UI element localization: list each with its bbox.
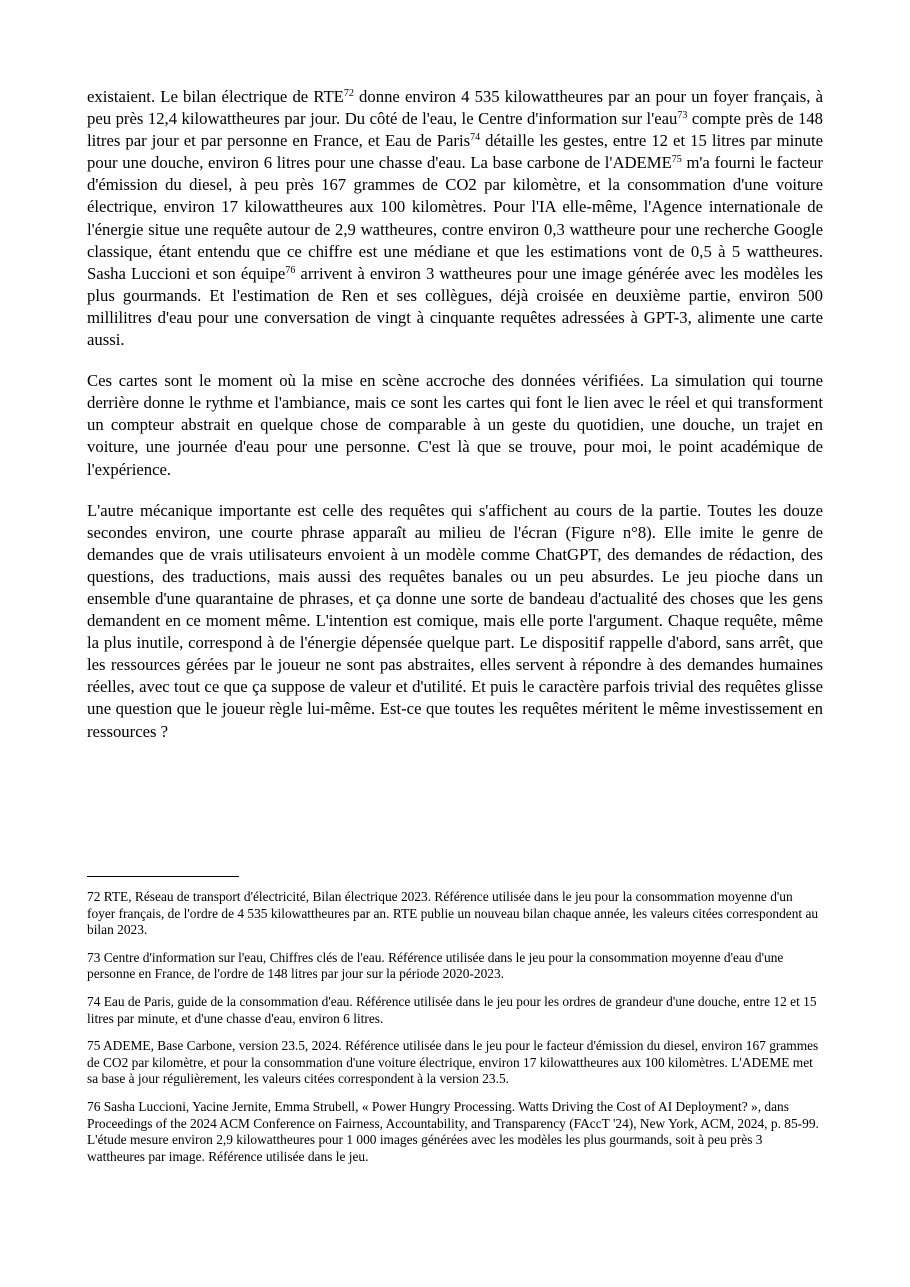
text-run: arrivent à environ 3 wattheures pour une image générée avec les modèles les plus gourmands. Et l'estimation de Ren et ses collègues, déjà croisée en deuxième partie, environ 500 millilitres d'eau pour une conversation de vingt à cinquante requêtes adressées à GPT-3, alimente une carte aussi. — [87, 263, 823, 350]
footnote-ref-76: 76 — [285, 264, 296, 276]
text-run: m'a fourni le facteur d'émission du diesel, à peu près 167 grammes de CO2 par kilomètre, et la consommation d'une voiture électrique, environ 17 kilowattheures aux 100 kilomètres. Pour l'IA elle-même, l'Agence internationale de l'énergie situe une requête autour de 2,9 wattheures, contre environ 0,3 wattheure pour une recherche Google classique, étant entendu que ce chiffre est une médiane et que les estimations vont de 0,5 à 5 wattheures. Sasha Luccioni et son équipe — [87, 153, 823, 283]
footnote-ref-73: 73 — [677, 110, 688, 122]
footnote-76: 76 Sasha Luccioni, Yacine Jernite, Emma Strubell, « Power Hungry Processing. Watts Driving the Cost of AI Deployment? », dans Proceedings of the 2024 ACM Conference on Fairness, Accountability, and Transparency (FAccT '24), New York, ACM, 2024, p. 85-99. L'étude mesure environ 2,9 kilowattheures pour 1 000 images générées avec les modèles les plus gourmands, soit à peu près 3 wattheures par image. Référence utilisée dans le jeu. — [87, 1098, 819, 1164]
footnote-ref-72: 72 — [343, 88, 354, 99]
footnote-separator — [87, 876, 239, 877]
footnote-75: 75 ADEME, Base Carbone, version 23.5, 2024. Référence utilisée dans le jeu pour le facteur d'émission du diesel, environ 167 grammes de CO2 par kilomètre, et pour la consommation d'une voiture électrique, environ 17 kilowattheures aux 100 kilomètres. L'ADEME met sa base à jour régulièrement, les valeurs citées correspondent à la version 23.5. — [87, 1038, 819, 1087]
body-text — [87, 86, 823, 762]
text-run: détaille les gestes, entre 12 et 15 litres par minute pour une douche, environ 6 litres pour une chasse d'eau. La base carbone de l'ADEME — [87, 131, 823, 173]
footnote-ref-74: 74 — [470, 132, 481, 144]
text-run: donne environ 4 535 kilowattheures par an pour un foyer français, à peu près 12,4 kilowattheures par jour. Du côté de l'eau, le Centre d'information sur l'eau — [87, 87, 823, 129]
text-run: existaient. Le bilan électrique de RTE — [87, 87, 344, 106]
body-paragraph-3 — [87, 500, 823, 743]
text-run: compte près de 148 litres par jour et par personne en France, et Eau de Paris — [87, 109, 824, 151]
footnote-72: 72 RTE, Réseau de transport d'électricité, Bilan électrique 2023. Référence utilisée dans le jeu pour la consommation moyenne d'un foyer français, de l'ordre de 4 535 kilowattheures par an. RTE publie un nouveau bilan chaque année, les valeurs citées correspondent au bilan 2023. — [87, 889, 819, 938]
body-paragraph-2 — [87, 370, 823, 480]
body-paragraph-1 — [87, 86, 823, 351]
footnote-74: 74 Eau de Paris, guide de la consommation d'eau. Référence utilisée dans le jeu pour les ordres de grandeur d'une douche, entre 12 et 15 litres par minute, et d'une chasse d'eau, environ 6 litres. — [87, 993, 817, 1026]
text-run: Ces cartes sont le moment où la mise en scène accroche des données vérifiées. La simulation qui tourne derrière donne le rythme et l'ambiance, mais ce sont les cartes qui font le lien avec le réel et qui transforment un compteur abstrait en quelque chose de comparable à un geste du quotidien, une douche, un trajet en voiture, une journée d'eau pour une personne. C'est là que se trouve, pour moi, le point académique de l'expérience. — [87, 371, 823, 479]
text-run: L'autre mécanique importante est celle des requêtes qui s'affichent au cours de la partie. Toutes les douze secondes environ, une courte phrase apparaît au milieu de l'écran (Figure n°8). Elle imite le genre de demandes que de vrais utilisateurs envoient à un modèle comme ChatGPT, des demandes de rédaction, des questions, des traductions, mais aussi des requêtes banales ou un peu absurdes. Le jeu pioche dans un ensemble d'une quarantaine de phrases, et ça donne une sorte de bandeau d'actualité des choses que les gens demandent en ce moment même. L'intention est comique, mais elle porte l'argument. Chaque requête, même la plus inutile, correspond à de l'énergie dépensée quelque part. Le dispositif rappelle d'abord, sans arrêt, que les ressources gérées par le joueur ne sont pas abstraites, elles servent à répondre à des demandes humaines réelles, avec tout ce que ça suppose de valeur et d'utilité. Et puis le caractère parfois trivial des requêtes glisse une question que le joueur règle lui-même. Est-ce que toutes les requêtes méritent le même investissement en ressources ? — [87, 500, 823, 741]
footnote-ref-75: 75 — [671, 154, 682, 166]
footnote-73: 73 Centre d'information sur l'eau, Chiffres clés de l'eau. Référence utilisée dans le jeu pour la consommation moyenne d'eau d'une personne en France, de l'ordre de 148 litres par jour sur la période 2020-2023. — [87, 949, 784, 982]
footnotes — [87, 889, 823, 1176]
